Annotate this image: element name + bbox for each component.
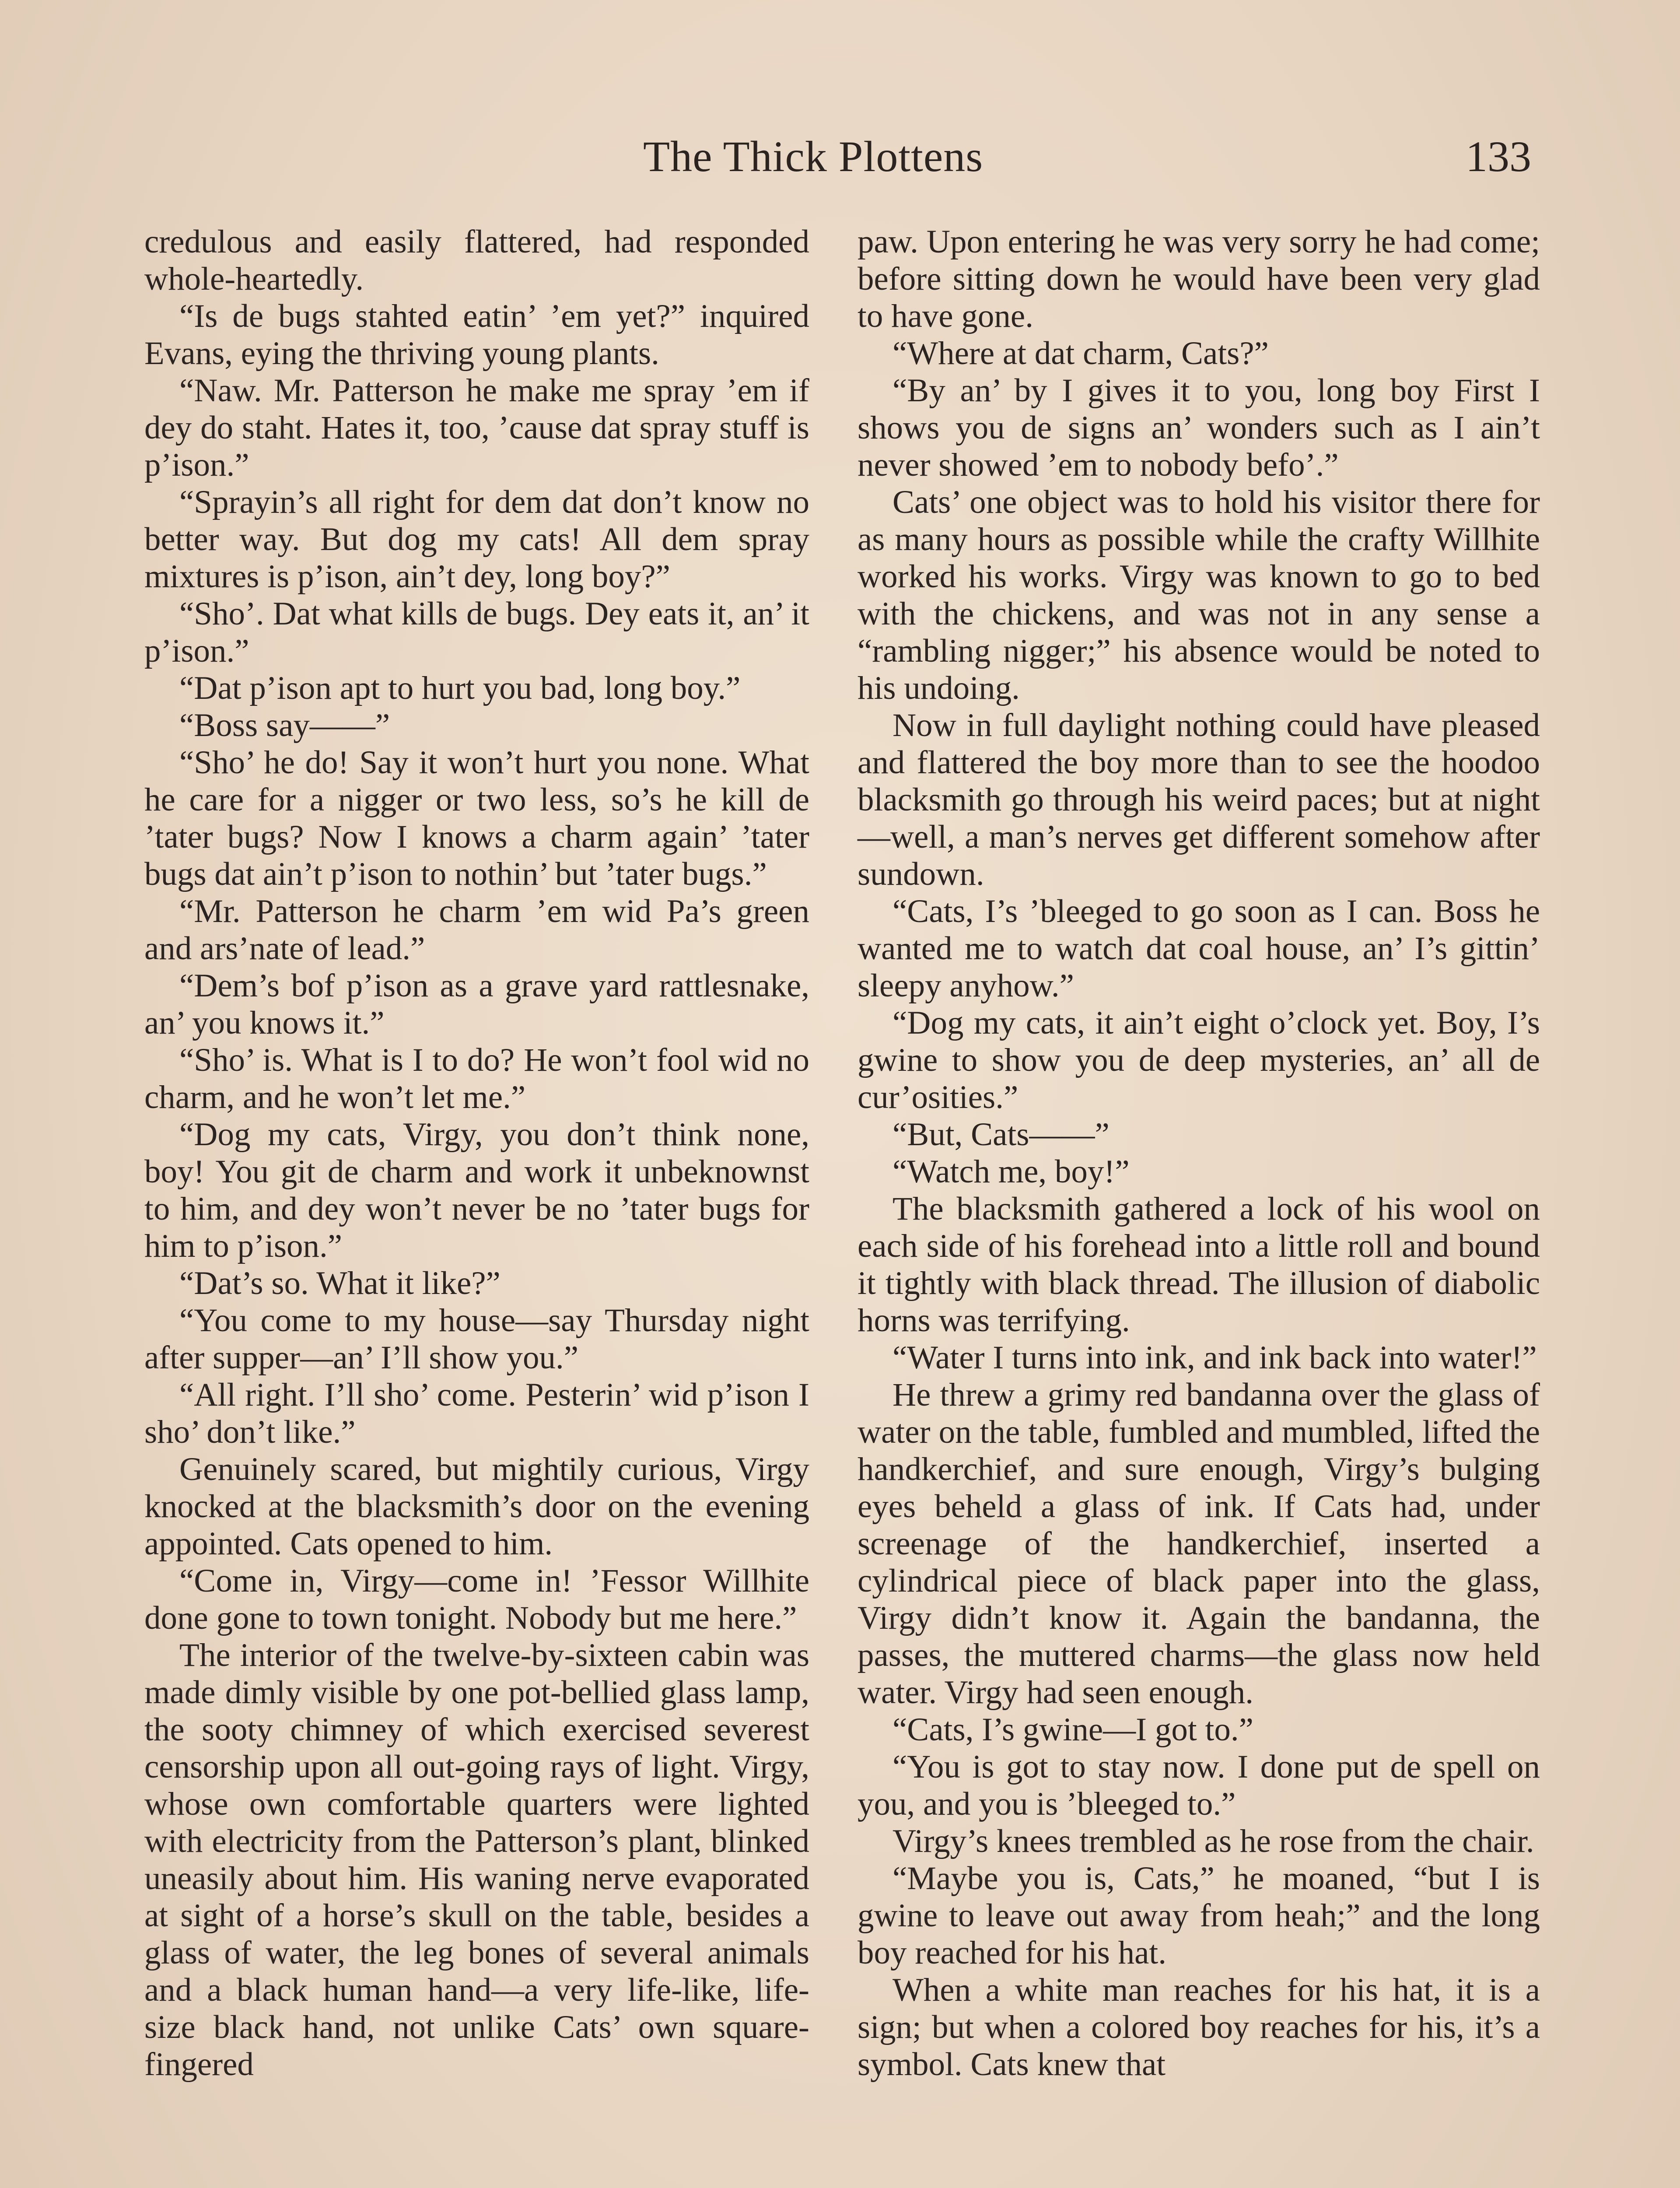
paragraph: “Mr. Patterson he charm ’em wid Pa’s green and ars’nate of lead.”: [144, 893, 809, 967]
paragraph: “Dem’s bof p’ison as a grave yard rattlesnake, an’ you knows it.”: [144, 968, 809, 1041]
paragraph: “Water I turns into ink, and ink back into water!”: [892, 1339, 1537, 1376]
paragraph: “Maybe you is, Cats,” he moaned, “but I is gwine to leave out away from heah;” and the long boy reached for his hat.: [858, 1860, 1540, 1971]
paragraph: “Sho’ is. What is I to do? He won’t fool wid no charm, and he won’t let me.”: [144, 1042, 809, 1115]
paragraph: “All right. I’ll sho’ come. Pesterin’ wid p’ison I sho’ don’t like.”: [144, 1377, 809, 1450]
paragraph: “Sho’ he do! Say it won’t hurt you none. What he care for a nigger or two less, so’s he kill de ’tater bugs? Now I knows a charm again’ ’tater bugs dat ain’t p’ison to nothin’ but ’tater bugs.”: [144, 744, 809, 892]
right-text-column: [858, 223, 1540, 2083]
paragraph: “Is de bugs stahted eatin’ ’em yet?” inquired Evans, eying the thriving young plants.: [144, 298, 809, 372]
paragraph: Virgy’s knees trembled as he rose from the chair.: [892, 1823, 1534, 1859]
paragraph: Cats’ one object was to hold his visitor there for as many hours as possible while the crafty Willhite worked his works. Virgy was known to go to bed with the chickens, and was not in any sense a “rambling nigger;” his absence would be noted to his undoing.: [858, 484, 1540, 706]
paragraph: credulous and easily flattered, had responded whole-heartedly.: [144, 224, 809, 297]
paragraph: The blacksmith gathered a lock of his wool on each side of his forehead into a little roll and bound it tightly with black thread. The illusion of diabolic horns was terrifying.: [858, 1191, 1540, 1339]
paragraph: “Dat’s so. What it like?”: [179, 1265, 500, 1301]
paragraph: When a white man reaches for his hat, it is a sign; but when a colored boy reaches for his, it’s a symbol. Cats knew that: [858, 1972, 1540, 2083]
paragraph: “But, Cats——”: [892, 1116, 1110, 1153]
paragraph: “Boss say——”: [179, 707, 390, 743]
paragraph: He threw a grimy red bandanna over the glass of water on the table, fumbled and mumbled, lifted the handkerchief, and sure enough, Virgy’s bulging eyes beheld a glass of ink. If Cats had, under screenage of the handkerchief, inserted a cylindrical piece of black paper into the glass, Virgy didn’t know it. Again the bandanna, the passes, the muttered charms—the glass now held water. Virgy had seen enough.: [858, 1377, 1540, 1711]
paragraph: “Dog my cats, it ain’t eight o’clock yet. Boy, I’s gwine to show you de deep mysteries, an’ all de cur’osities.”: [858, 1005, 1540, 1115]
paragraph: paw. Upon entering he was very sorry he had come; before sitting down he would have been very glad to have gone.: [858, 224, 1540, 334]
paragraph: “Watch me, boy!”: [892, 1154, 1130, 1190]
paragraph: “Cats, I’s gwine—I got to.”: [892, 1711, 1253, 1748]
paragraph: “Dog my cats, Virgy, you don’t think none, boy! You git de charm and work it unbeknownst to him, and dey won’t never be no ’tater bugs for him to p’ison.”: [144, 1116, 809, 1264]
paragraph: The interior of the twelve-by-sixteen cabin was made dimly visible by one pot-bellied glass lamp, the sooty chimney of which exercised severest censorship upon all out-going rays of light. Virgy, whose own comfortable quarters were lighted with electricity from the Patterson’s plant, blinked uneasily about him. His waning nerve evaporated at sight of a horse’s skull on the table, besides a glass of water, the leg bones of several animals and a black human hand—a very life-like, life-size black hand, not unlike Cats’ own square-fingered: [144, 1637, 809, 2083]
paragraph: “Sprayin’s all right for dem dat don’t know no better way. But dog my cats! All dem spray mixtures is p’ison, ain’t dey, long boy?”: [144, 484, 809, 595]
paragraph: Now in full daylight nothing could have pleased and flattered the boy more than to see the hoodoo blacksmith go through his weird paces; but at night—well, a man’s nerves get different somehow after sundown.: [858, 707, 1540, 892]
paragraph: “Come in, Virgy—come in! ’Fessor Willhite done gone to town tonight. Nobody but me here.”: [144, 1563, 809, 1636]
paragraph: Genuinely scared, but mightily curious, Virgy knocked at the blacksmith’s door on the evening appointed. Cats opened to him.: [144, 1451, 809, 1562]
running-title: The Thick Plottens: [643, 132, 984, 181]
page-header: [0, 131, 1680, 193]
paragraph: “Where at dat charm, Cats?”: [892, 335, 1269, 372]
left-text-column: [144, 223, 809, 2083]
paragraph: “You come to my house—say Thursday night after supper—an’ I’ll show you.”: [144, 1302, 809, 1376]
paragraph: “Naw. Mr. Patterson he make me spray ’em if dey do staht. Hates it, too, ’cause dat spray stuff is p’ison.”: [144, 372, 809, 483]
paragraph: “Cats, I’s ’bleeged to go soon as I can. Boss he wanted me to watch dat coal house, an’ I’s gittin’ sleepy anyhow.”: [858, 893, 1540, 1004]
paragraph: “Dat p’ison apt to hurt you bad, long boy.”: [179, 670, 741, 706]
page-number: 133: [1466, 132, 1531, 181]
paragraph: “Sho’. Dat what kills de bugs. Dey eats it, an’ it p’ison.”: [144, 596, 809, 669]
paragraph: “You is got to stay now. I done put de spell on you, and you is ’bleeged to.”: [858, 1749, 1540, 1822]
paragraph: “By an’ by I gives it to you, long boy First I shows you de signs an’ wonders such as I ain’t never showed ’em to nobody befo’.”: [858, 372, 1540, 483]
